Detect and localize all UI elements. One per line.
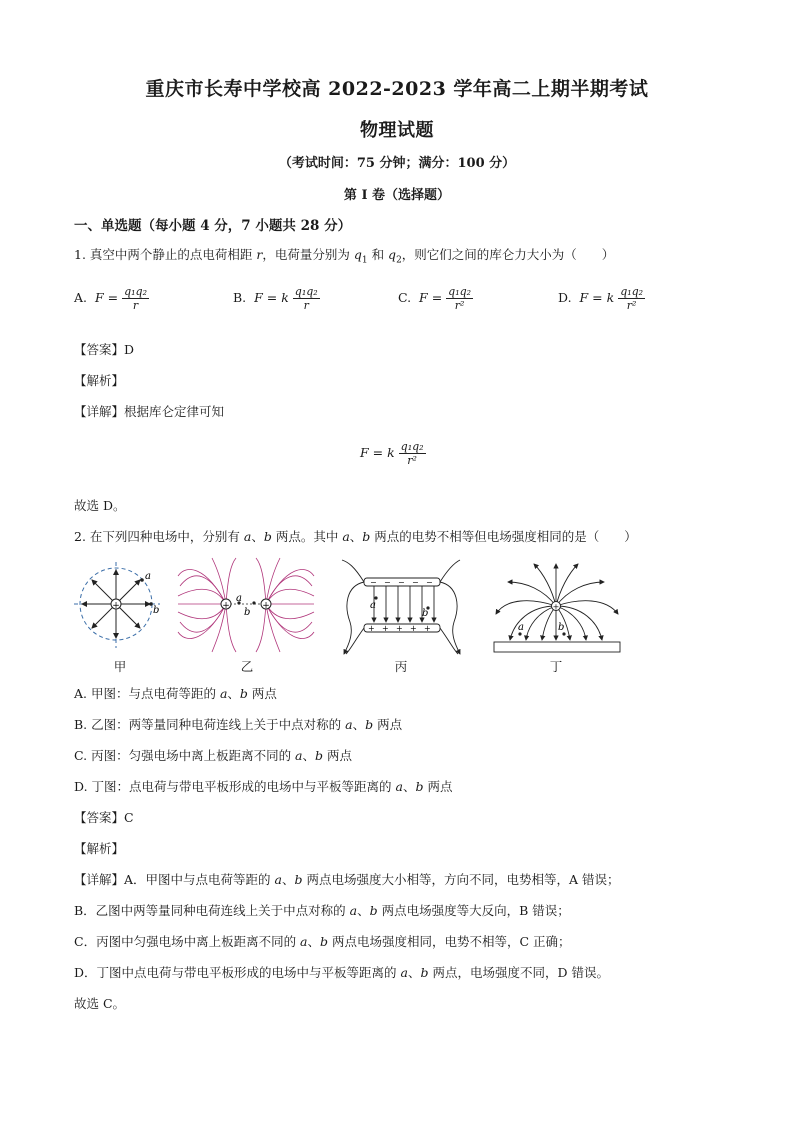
q1-option-b: B. F = k $\frac{\text{q₁q₂}}{r}$ [233, 285, 318, 312]
q2-detail-c: C．丙图中匀强电场中离上板距离不同的 a、b 两点电场强度相同，电势不相等，C 正确； [74, 934, 571, 949]
bing-minus-4: − [412, 578, 419, 587]
q1-formula: F = k $\frac{\text{q₁q₂}}{\text{r²}}$ [360, 440, 424, 467]
yi-plus-right: + [262, 601, 270, 611]
bing-point-a: a [370, 600, 376, 611]
q1-detail: 【详解】根据库仑定律可知 [74, 404, 225, 419]
yi-point-b: b [244, 607, 251, 618]
jia-plus: + [112, 601, 120, 611]
q1-option-c: C. F = $\frac{\text{q₁q₂}}{\text{r²}}$ [398, 285, 472, 312]
figure-jia-label: 甲 [113, 659, 127, 674]
ding-plus: + [552, 602, 560, 612]
jia-point-b: b [153, 605, 160, 616]
bing-point-b: b [422, 608, 429, 619]
q1-conclusion: 故选 D。 [74, 498, 126, 513]
q2-option-a: A. 甲图：与点电荷等距的 a、b 两点 [74, 686, 277, 701]
q1-option-d: D. F = k $\frac{\text{q₁q₂}}{\text{r²}}$ [558, 285, 644, 312]
q2-detail-a: 【详解】A．甲图中与点电荷等距的 a、b 两点电场强度大小相等，方向不同，电势相等，A 错误； [74, 872, 620, 887]
q2-option-d: D. 丁图：点电荷与带电平板形成的电场中与平板等距离的 a、b 两点 [74, 779, 453, 794]
figure-ding-label: 丁 [549, 659, 563, 674]
ding-point-b: b [558, 622, 565, 633]
q2-analysis: 【解析】 [74, 841, 125, 856]
yi-point-a: a [236, 593, 242, 604]
q1-analysis: 【解析】 [74, 373, 125, 388]
bing-minus-1: − [370, 578, 377, 587]
q2-stem: 2. 在下列四种电场中，分别有 a、b 两点。其中 a、b 两点的电势不相等但电场强度相同的是（ ） [74, 529, 637, 544]
figure-bing-diagram [340, 556, 462, 656]
q1-stem: 1. 真空中两个静止的点电荷相距 r，电荷量分别为 $q_1$ 和 $q_2$，则它们之间的库仑力大小为（ ） [74, 247, 615, 266]
figure-yi-label: 乙 [240, 659, 254, 674]
q2-detail-d: D．丁图中点电荷与带电平板形成的电场中与平板等距离的 a、b 两点，电场强度不同，D 错误。 [74, 965, 609, 980]
figure-bing-label: 丙 [394, 659, 408, 674]
exam-info: （考试时间：75 分钟；满分：100 分） [278, 156, 516, 171]
bing-plus-3: + [396, 624, 403, 633]
bing-plus-5: + [424, 624, 431, 633]
q2-option-b: B. 乙图：两等量同种电荷连线上关于中点对称的 a、b 两点 [74, 717, 403, 732]
figure-ding-diagram [492, 560, 624, 656]
volume-title: 第 I 卷（选择题） [343, 188, 451, 203]
bing-minus-5: − [426, 578, 433, 587]
bing-minus-2: − [384, 578, 391, 587]
bing-plus-4: + [410, 624, 417, 633]
q2-option-c: C. 丙图：匀强电场中离上板距离不同的 a、b 两点 [74, 748, 353, 763]
jia-point-a: a [145, 571, 151, 582]
q2-answer: 【答案】C [74, 810, 134, 825]
ding-point-a: a [518, 622, 524, 633]
bing-plus-1: + [368, 624, 375, 633]
q2-detail-b: B．乙图中两等量同种电荷连线上关于中点对称的 a、b 两点电场强度等大反向，B 错误； [74, 903, 570, 918]
subject-title: 物理试题 [360, 120, 434, 141]
yi-plus-left: + [222, 601, 230, 611]
q1-answer: 【答案】D [74, 342, 135, 357]
q2-conclusion: 故选 C。 [74, 996, 126, 1011]
section-heading: 一、单选题（每小题 4 分，7 小题共 28 分） [74, 218, 352, 234]
figure-jia-diagram [72, 560, 164, 652]
q1-option-a: A. F = $\frac{\text{q₁q₂}}{r}$ [74, 285, 147, 312]
page-title: 重庆市长寿中学校高 2022-2023 学年高二上期半期考试 [145, 78, 649, 100]
bing-minus-3: − [398, 578, 405, 587]
bing-plus-2: + [382, 624, 389, 633]
figure-yi-diagram [176, 556, 316, 656]
